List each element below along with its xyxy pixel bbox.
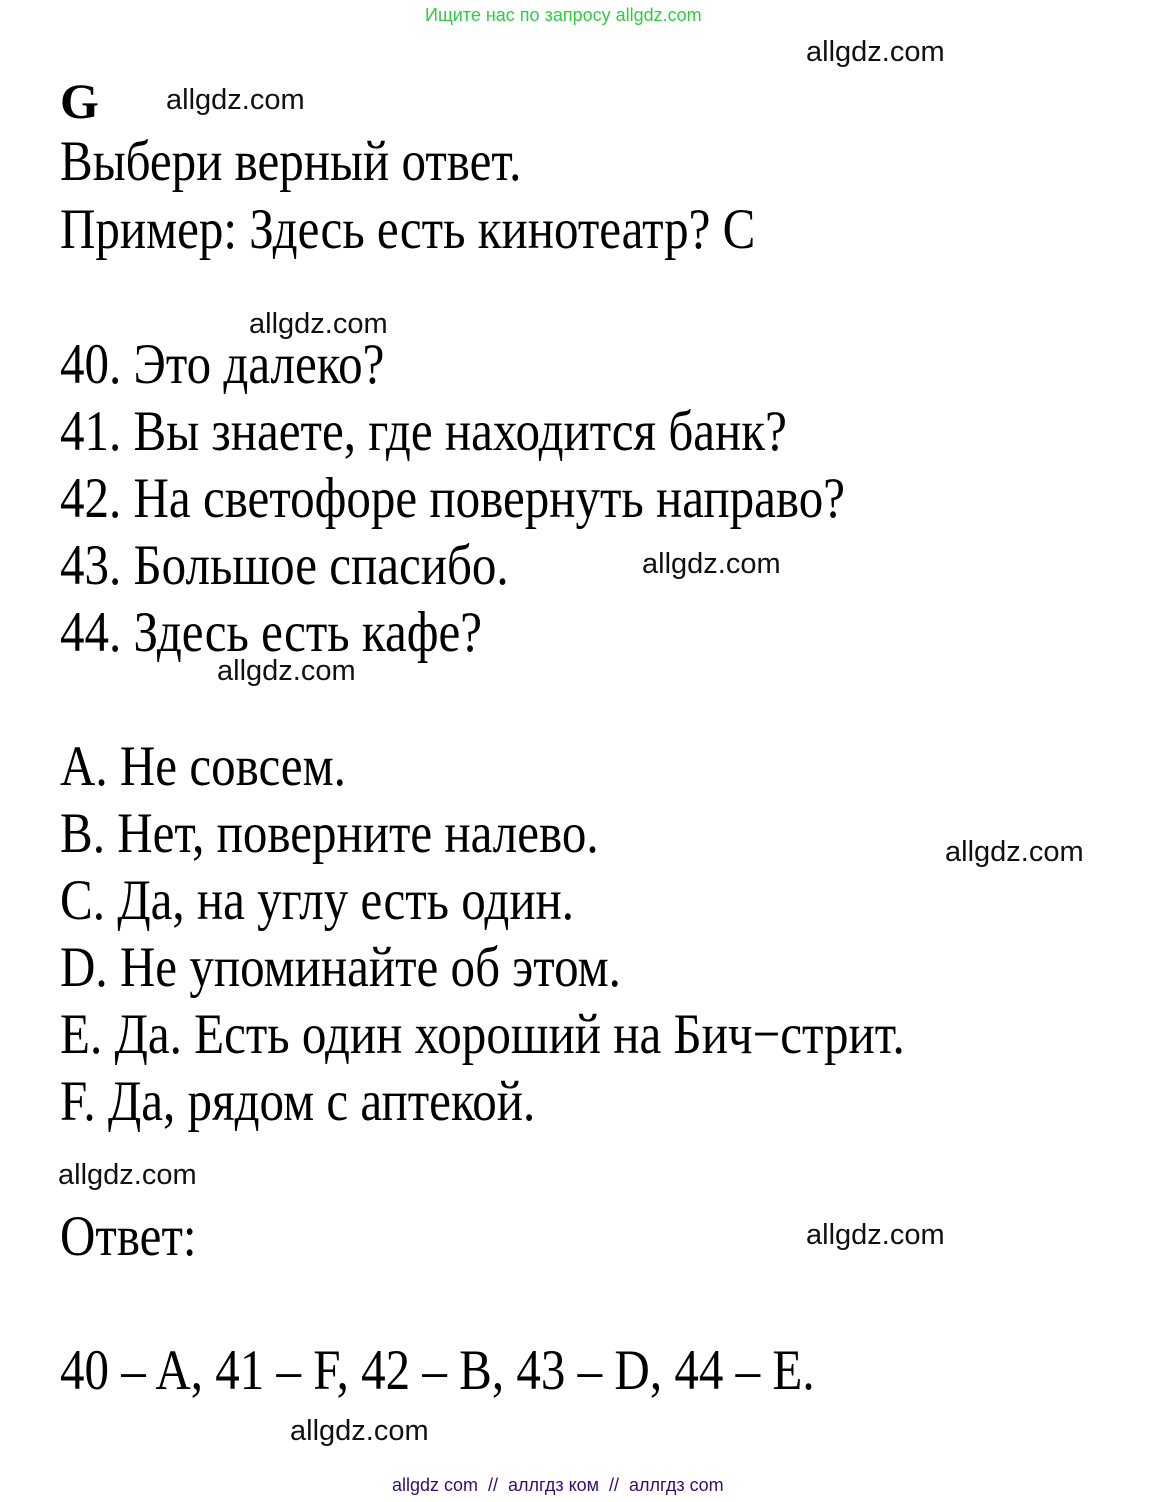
question-item: 42. На светофоре повернуть направо? xyxy=(60,467,845,530)
watermark: allgdz.com xyxy=(290,1415,429,1447)
question-item: 40. Это далеко? xyxy=(60,333,385,396)
watermark: allgdz.com xyxy=(642,548,781,580)
watermark: allgdz.com xyxy=(249,308,388,340)
section-letter: G xyxy=(60,73,99,129)
question-item: 41. Вы знаете, где находится банк? xyxy=(60,400,787,463)
option-item: E. Да. Есть один хороший на Бич−стрит. xyxy=(60,1003,905,1066)
watermark: allgdz.com xyxy=(806,1219,945,1251)
question-item: 44. Здесь есть кафе? xyxy=(60,601,483,664)
option-item: D. Не упоминайте об этом. xyxy=(60,936,621,999)
answer-text: 40 – A, 41 – F, 42 – B, 43 – D, 44 – E. xyxy=(60,1339,815,1402)
watermark: allgdz.com xyxy=(58,1159,197,1191)
top-banner[interactable]: Ищите нас по запросу allgdz.com xyxy=(425,5,702,25)
watermark: allgdz.com xyxy=(166,84,305,116)
question-item: 43. Большое спасибо. xyxy=(60,534,509,597)
example-text: Пример: Здесь есть кинотеатр? C xyxy=(60,198,756,261)
watermark: allgdz.com xyxy=(806,36,945,68)
option-item: B. Нет, поверните налево. xyxy=(60,802,599,865)
watermark: allgdz.com xyxy=(217,655,356,687)
option-item: F. Да, рядом с аптекой. xyxy=(60,1070,536,1133)
watermark: allgdz.com xyxy=(945,836,1084,868)
answer-label: Ответ: xyxy=(60,1205,197,1268)
bottom-banner[interactable]: allgdz com // аллгдз ком // аллгдз com xyxy=(392,1475,724,1495)
option-item: A. Не совсем. xyxy=(60,735,346,798)
instruction-text: Выбери верный ответ. xyxy=(60,130,522,193)
option-item: C. Да, на углу есть один. xyxy=(60,869,575,932)
